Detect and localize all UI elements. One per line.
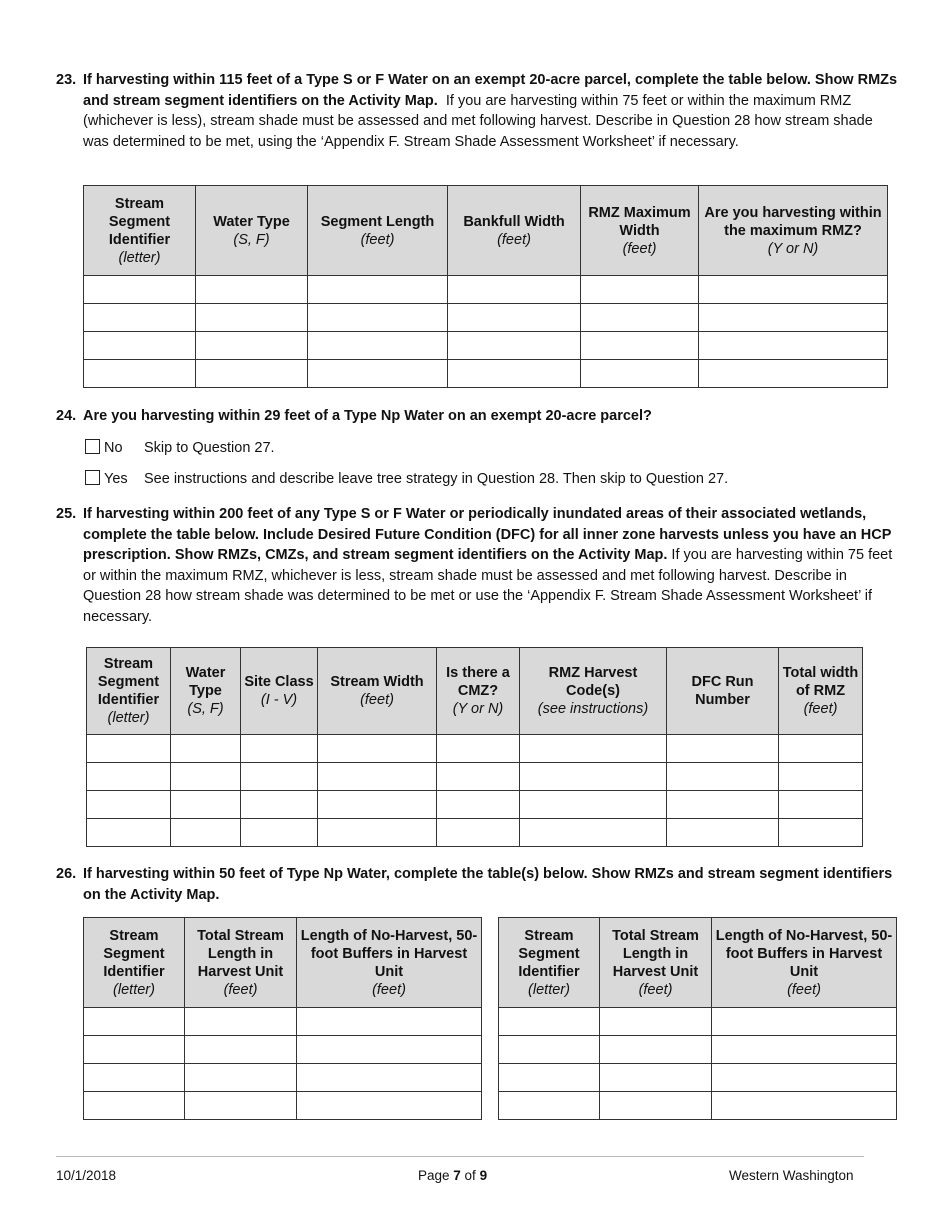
column-header — [699, 186, 888, 276]
table-cell-input[interactable] — [600, 1064, 712, 1092]
table-cell-input[interactable] — [308, 276, 448, 304]
question-text — [83, 504, 902, 627]
table-cell-input[interactable] — [318, 791, 437, 819]
footer-region: Western Washington — [729, 1168, 854, 1183]
column-header-label: Total width of RMZ — [782, 665, 859, 699]
column-header-unit: (feet) — [622, 240, 657, 257]
column-header-unit: (see instructions) — [537, 701, 649, 717]
column-header — [779, 648, 863, 735]
question-plain-text: If you are harvesting within 75 feet or within the maximum RMZ (whichever is less), stream shade must be assessed and met following harvest. Describe in Question 28 how stream shade was determined to be met, using the ‘Appendix F. Stream Shade Assessment Worksheet’ if necessary. — [83, 92, 873, 150]
table-cell-input[interactable] — [667, 819, 779, 847]
question-text — [83, 864, 902, 905]
question-bold-text: If harvesting within 50 feet of Type Np Water, complete the table(s) below. Show RMZs and stream segment identifiers on the Activity Map. — [83, 866, 893, 903]
option-yes[interactable] — [85, 469, 728, 490]
column-header — [499, 918, 600, 1008]
column-header — [84, 186, 196, 276]
table-row — [84, 1092, 482, 1120]
column-header — [171, 648, 241, 735]
column-header — [667, 648, 779, 735]
table-cell-input[interactable] — [712, 1064, 897, 1092]
table-cell-input[interactable] — [185, 1064, 297, 1092]
table-cell-input[interactable] — [185, 1036, 297, 1064]
column-header-unit: (feet) — [497, 231, 531, 248]
column-header-unit: (feet) — [360, 231, 395, 248]
column-header — [600, 918, 712, 1008]
table-cell-input[interactable] — [196, 332, 308, 360]
column-header — [448, 186, 581, 276]
column-header-unit: (Y or N) — [452, 701, 504, 717]
table-cell-input[interactable] — [308, 304, 448, 332]
question-number: 24. — [56, 408, 77, 424]
table-cell-input[interactable] — [600, 1036, 712, 1064]
table-cell-input[interactable] — [84, 1008, 185, 1036]
column-header — [308, 186, 448, 276]
option-text: See instructions and describe leave tree strategy in Question 28. Then skip to Question 27. — [144, 471, 729, 487]
table-row — [87, 763, 863, 791]
table-cell-input[interactable] — [196, 304, 308, 332]
column-header-label: RMZ Harvest Code(s) — [548, 665, 638, 699]
table-q25 — [86, 647, 863, 847]
option-label: No — [104, 440, 123, 456]
column-header — [84, 918, 185, 1008]
column-header-label: Site Class — [244, 674, 314, 690]
column-header — [185, 918, 297, 1008]
table-cell-input[interactable] — [499, 1008, 600, 1036]
table-cell-input[interactable] — [297, 1064, 482, 1092]
table-cell-input[interactable] — [84, 1092, 185, 1120]
table-row — [84, 1008, 482, 1036]
table-cell-input[interactable] — [779, 763, 863, 791]
table-q26-left — [83, 917, 482, 1120]
table-cell-input[interactable] — [308, 360, 448, 388]
table-cell-input[interactable] — [171, 791, 241, 819]
table-cell-input[interactable] — [87, 763, 171, 791]
table-cell-input[interactable] — [712, 1008, 897, 1036]
option-label: Yes — [104, 471, 128, 487]
question-bold-text: Are you harvesting within 29 feet of a Type Np Water on an exempt 20-acre parcel? — [83, 408, 652, 424]
question-text — [83, 70, 902, 152]
table-header-row — [499, 918, 897, 1008]
table-cell-input[interactable] — [520, 735, 667, 763]
table-cell-input[interactable] — [297, 1092, 482, 1120]
column-header — [581, 186, 699, 276]
column-header-unit: (feet) — [372, 981, 406, 998]
table-row — [84, 332, 888, 360]
table-cell-input[interactable] — [581, 276, 699, 304]
column-header-unit: (S, F) — [233, 231, 270, 248]
table-cell-input[interactable] — [699, 360, 888, 388]
column-header-label: Segment Length — [320, 213, 435, 230]
table-cell-input[interactable] — [241, 819, 318, 847]
column-header-unit: (feet) — [803, 701, 838, 717]
page-total: 9 — [479, 1168, 488, 1183]
table-cell-input[interactable] — [318, 763, 437, 791]
table-row — [499, 1036, 897, 1064]
table-cell-input[interactable] — [437, 735, 520, 763]
question-26 — [56, 864, 902, 905]
table-cell-input[interactable] — [437, 791, 520, 819]
table-cell-input[interactable] — [499, 1036, 600, 1064]
column-header-label: Stream Segment Identifier — [97, 656, 160, 708]
table-cell-input[interactable] — [448, 332, 581, 360]
option-no[interactable] — [85, 438, 275, 459]
column-header-unit: (Y or N) — [767, 240, 819, 257]
table-cell-input[interactable] — [448, 304, 581, 332]
table-cell-input[interactable] — [699, 276, 888, 304]
table-cell-input[interactable] — [600, 1092, 712, 1120]
column-header — [520, 648, 667, 735]
table-cell-input[interactable] — [87, 819, 171, 847]
table-row — [499, 1064, 897, 1092]
table-cell-input[interactable] — [297, 1008, 482, 1036]
column-header — [196, 186, 308, 276]
table-cell-input[interactable] — [581, 332, 699, 360]
column-header-unit: (letter) — [107, 710, 150, 726]
table-cell-input[interactable] — [499, 1064, 600, 1092]
table-row — [87, 735, 863, 763]
column-header-label: Stream Segment Identifier — [103, 927, 165, 980]
table-cell-input[interactable] — [87, 735, 171, 763]
table-row — [84, 360, 888, 388]
column-header-label: Total Stream Length in Harvest Unit — [197, 927, 284, 980]
column-header-unit: (feet) — [787, 981, 821, 998]
table-row — [84, 1036, 482, 1064]
column-header-unit: (feet) — [638, 981, 673, 998]
column-header — [241, 648, 318, 735]
table-cell-input[interactable] — [581, 360, 699, 388]
table-cell-input[interactable] — [667, 735, 779, 763]
table-row — [87, 791, 863, 819]
column-header-label: Is there a CMZ? — [446, 665, 510, 699]
table-cell-input[interactable] — [448, 276, 581, 304]
column-header-label: Stream Segment Identifier — [108, 195, 171, 248]
table-cell-input[interactable] — [308, 332, 448, 360]
question-number: 23. — [56, 72, 77, 88]
table-cell-input[interactable] — [600, 1008, 712, 1036]
table-cell-input[interactable] — [712, 1036, 897, 1064]
question-23 — [56, 70, 902, 152]
column-header-unit: (I - V) — [260, 692, 298, 708]
table-cell-input[interactable] — [241, 735, 318, 763]
table-row — [84, 276, 888, 304]
column-header-label: Are you harvesting within the maximum RMZ? — [704, 204, 882, 239]
table-cell-input[interactable] — [779, 735, 863, 763]
column-header-unit: (S, F) — [187, 701, 224, 717]
table-cell-input[interactable] — [667, 791, 779, 819]
column-header-label: Water Type — [185, 665, 226, 699]
table-cell-input[interactable] — [87, 791, 171, 819]
table-cell-input[interactable] — [581, 304, 699, 332]
table-cell-input[interactable] — [84, 332, 196, 360]
table-row — [499, 1092, 897, 1120]
table-cell-input[interactable] — [520, 791, 667, 819]
column-header-label: DFC Run Number — [691, 674, 754, 708]
table-cell-input[interactable] — [241, 763, 318, 791]
column-header-unit: (letter) — [118, 249, 161, 266]
table-cell-input[interactable] — [171, 819, 241, 847]
column-header-label: Water Type — [213, 213, 290, 230]
table-cell-input[interactable] — [437, 763, 520, 791]
table-cell-input[interactable] — [196, 360, 308, 388]
column-header-label: Bankfull Width — [463, 213, 565, 230]
footer-divider — [56, 1156, 864, 1157]
yes-checkbox[interactable] — [85, 470, 100, 485]
column-header-label: Stream Segment Identifier — [518, 927, 580, 980]
no-checkbox[interactable] — [85, 439, 100, 454]
footer-date: 10/1/2018 — [56, 1168, 117, 1183]
table-cell-input[interactable] — [297, 1036, 482, 1064]
table-row — [84, 304, 888, 332]
table-cell-input[interactable] — [84, 304, 196, 332]
table-cell-input[interactable] — [499, 1092, 600, 1120]
column-header-unit: (letter) — [528, 981, 570, 998]
table-cell-input[interactable] — [196, 276, 308, 304]
page-prefix: Page — [418, 1168, 454, 1183]
column-header — [437, 648, 520, 735]
page-of: of — [460, 1168, 480, 1183]
table-cell-input[interactable] — [520, 763, 667, 791]
table-cell-input[interactable] — [667, 763, 779, 791]
question-text — [83, 406, 902, 427]
column-header — [297, 918, 482, 1008]
question-bold-text: If harvesting within 115 feet of a Type S or F Water on an exempt 20-acre parcel, complete the table below. Show RMZs and stream segment identifiers on the Activity Map. — [83, 72, 898, 109]
table-q26-right — [498, 917, 897, 1120]
table-cell-input[interactable] — [171, 763, 241, 791]
table-cell-input[interactable] — [84, 276, 196, 304]
question-24 — [56, 406, 902, 427]
column-header-unit: (feet) — [223, 981, 258, 998]
column-header-label: Length of No-Harvest, 50-foot Buffers in Harvest Unit — [300, 927, 478, 980]
table-header-row — [84, 918, 482, 1008]
table-cell-input[interactable] — [448, 360, 581, 388]
table-row — [87, 819, 863, 847]
question-number: 25. — [56, 506, 77, 522]
table-cell-input[interactable] — [241, 791, 318, 819]
table-row — [84, 1064, 482, 1092]
question-bold-text: If harvesting within 200 feet of any Type S or F Water or periodically inundated areas of their associated wetlands, complete the table below. Include Desired Future Condition (DFC) for all inner zone harvests unless you have an HCP prescription. Show RMZs, CMZs, and stream segment identifiers on the Activity Map. — [83, 506, 892, 563]
column-header-label: Length of No-Harvest, 50-foot Buffers in Harvest Unit — [715, 927, 893, 980]
table-row — [499, 1008, 897, 1036]
table-header-row — [87, 648, 863, 735]
column-header-label: Stream Width — [330, 674, 424, 690]
question-25 — [56, 504, 902, 627]
column-header — [87, 648, 171, 735]
table-q23 — [83, 185, 888, 388]
option-text: Skip to Question 27. — [144, 440, 275, 456]
table-cell-input[interactable] — [779, 791, 863, 819]
page-number: 7 — [453, 1168, 461, 1183]
footer-page — [418, 1166, 487, 1187]
table-header-row — [84, 186, 888, 276]
table-cell-input[interactable] — [185, 1092, 297, 1120]
question-number: 26. — [56, 866, 77, 882]
column-header — [318, 648, 437, 735]
table-cell-input[interactable] — [84, 360, 196, 388]
table-cell-input[interactable] — [712, 1092, 897, 1120]
table-cell-input[interactable] — [171, 735, 241, 763]
table-cell-input[interactable] — [520, 819, 667, 847]
column-header-label: Total Stream Length in Harvest Unit — [612, 927, 699, 980]
column-header-label: RMZ Maximum Width — [588, 204, 691, 239]
table-cell-input[interactable] — [318, 735, 437, 763]
table-cell-input[interactable] — [779, 819, 863, 847]
table-cell-input[interactable] — [699, 332, 888, 360]
table-cell-input[interactable] — [699, 304, 888, 332]
table-cell-input[interactable] — [84, 1064, 185, 1092]
table-cell-input[interactable] — [84, 1036, 185, 1064]
table-cell-input[interactable] — [437, 819, 520, 847]
table-cell-input[interactable] — [318, 819, 437, 847]
table-cell-input[interactable] — [185, 1008, 297, 1036]
question-plain-text: If you are harvesting within 75 feet or within the maximum RMZ, whichever is less, stream shade must be assessed and met following harvest. Describe in Question 28 how stream shade was determined to be met or use the ‘Appendix F. Stream Shade Assessment Worksheet’ if necessary. — [83, 547, 893, 625]
column-header — [712, 918, 897, 1008]
column-header-unit: (letter) — [113, 981, 155, 998]
column-header-unit: (feet) — [360, 692, 394, 708]
